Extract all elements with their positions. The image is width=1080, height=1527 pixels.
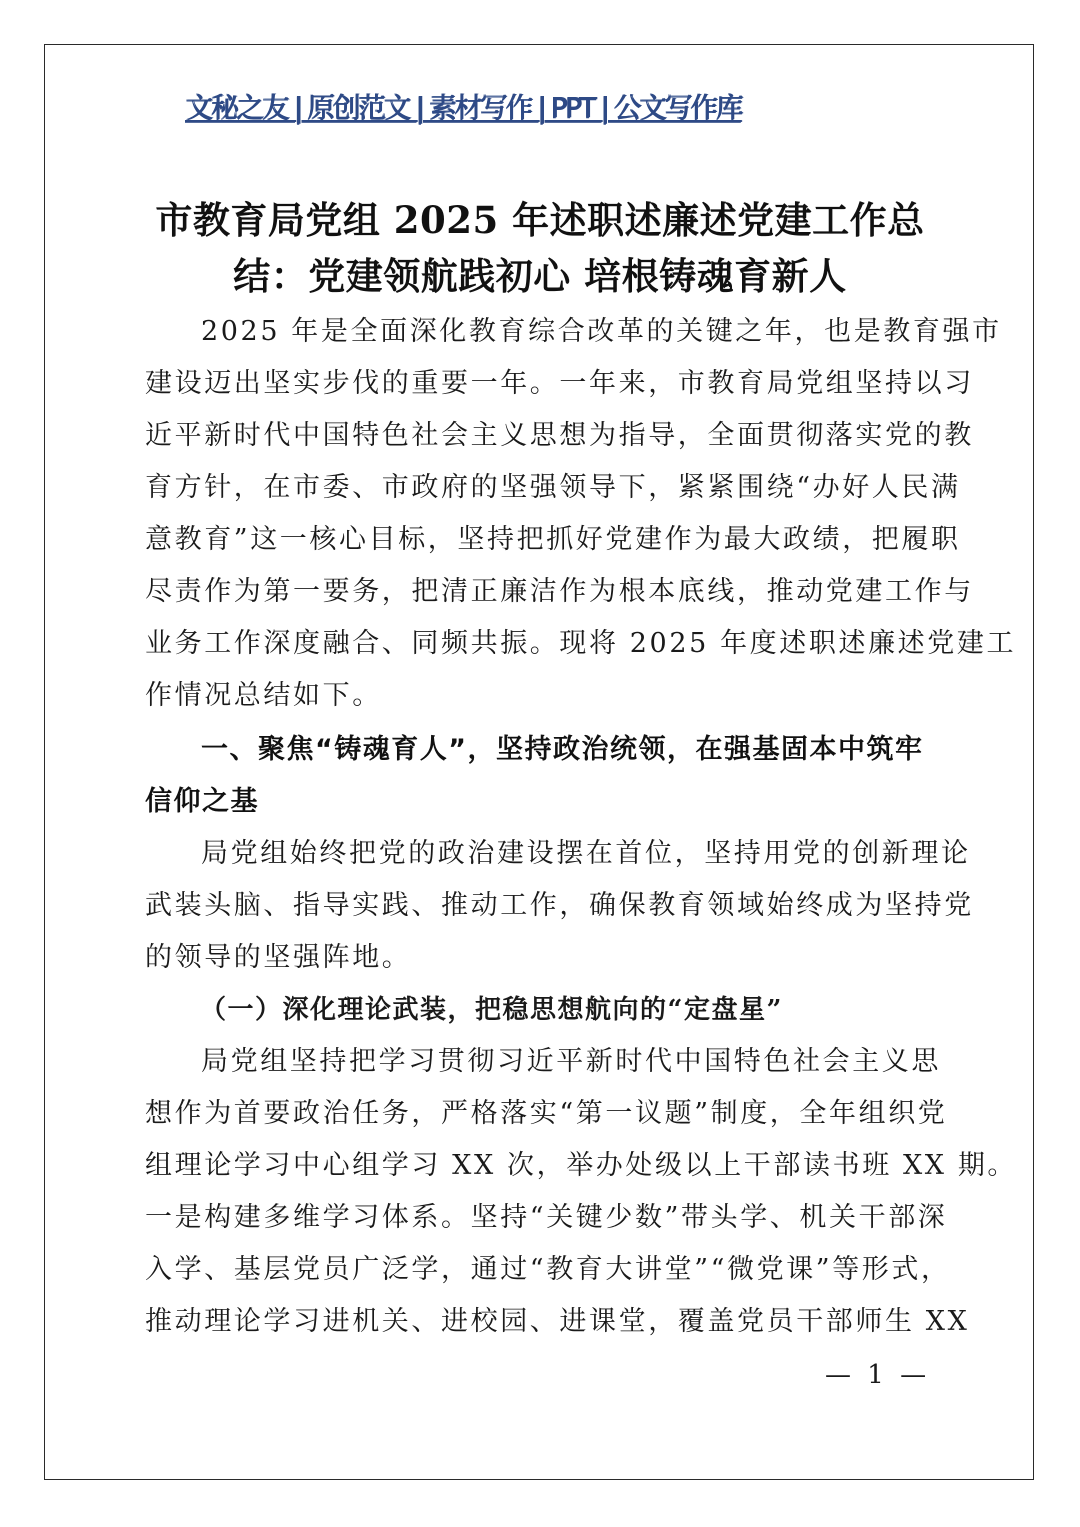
subsection-heading: （一）深化理论武装，把稳思想航向的“定盘星” bbox=[200, 995, 783, 1025]
intro-paragraph bbox=[145, 306, 1017, 722]
text-line: 一是构建多维学习体系。坚持“关键少数”带头学、机关干部深 bbox=[145, 1202, 948, 1233]
section-heading bbox=[145, 724, 945, 828]
text-line: 局党组坚持把学习贯彻习近平新时代中国特色社会主义思 bbox=[201, 1046, 941, 1077]
text-line: 近平新时代中国特色社会主义思想为指导，全面贯彻落实党的教 bbox=[145, 420, 974, 451]
subsection-paragraph bbox=[145, 1036, 1018, 1348]
page-number: — 1 — bbox=[825, 1360, 931, 1390]
text-line: 业务工作深度融合、同频共振。现将 2025 年度述职述廉述党建工 bbox=[145, 628, 1017, 659]
header-link[interactable]: 文秘之友 | 原创范文 | 素材写作 | PPT | 公文写作库 bbox=[185, 91, 741, 124]
text-line: 局党组始终把党的政治建设摆在首位，坚持用党的创新理论 bbox=[201, 838, 971, 869]
text-line: 意教育”这一核心目标，坚持把抓好党建作为最大政绩，把履职 bbox=[145, 524, 961, 555]
text-line: 育方针，在市委、市政府的坚强领导下，紧紧围绕“办好人民满 bbox=[145, 472, 961, 503]
text-line: 2025 年是全面深化教育综合改革的关键之年，也是教育强市 bbox=[201, 316, 1002, 347]
text-line: 推动理论学习进机关、进校园、进课堂，覆盖党员干部师生 XX bbox=[145, 1306, 970, 1337]
title-line: 市教育局党组 2025 年述职述廉述党建工作总 bbox=[155, 198, 925, 242]
text-line: 建设迈出坚实步伐的重要一年。一年来，市教育局党组坚持以习 bbox=[145, 368, 974, 399]
text-line: 入学、基层党员广泛学，通过“教育大讲堂”“微党课”等形式， bbox=[145, 1254, 951, 1285]
title-line: 结：党建领航践初心 培根铸魂育新人 bbox=[233, 254, 847, 298]
text-line: 组理论学习中心组学习 XX 次，举办处级以上干部读书班 XX 期。 bbox=[145, 1150, 1018, 1181]
section-paragraph bbox=[145, 828, 974, 984]
text-line: 武装头脑、指导实践、推动工作，确保教育领域始终成为坚持党 bbox=[145, 890, 974, 921]
text-line: 尽责作为第一要务，把清正廉洁作为根本底线，推动党建工作与 bbox=[145, 576, 974, 607]
text-line: 想作为首要政治任务，严格落实“第一议题”制度，全年组织党 bbox=[145, 1098, 948, 1129]
text-line: 作情况总结如下。 bbox=[145, 680, 382, 711]
heading-line: 一、聚焦“铸魂育人”，坚持政治统领，在强基固本中筑牢 bbox=[201, 734, 924, 765]
heading-line: 信仰之基 bbox=[145, 786, 259, 817]
document-title bbox=[110, 192, 970, 304]
text-line: 的领导的坚强阵地。 bbox=[145, 942, 412, 973]
